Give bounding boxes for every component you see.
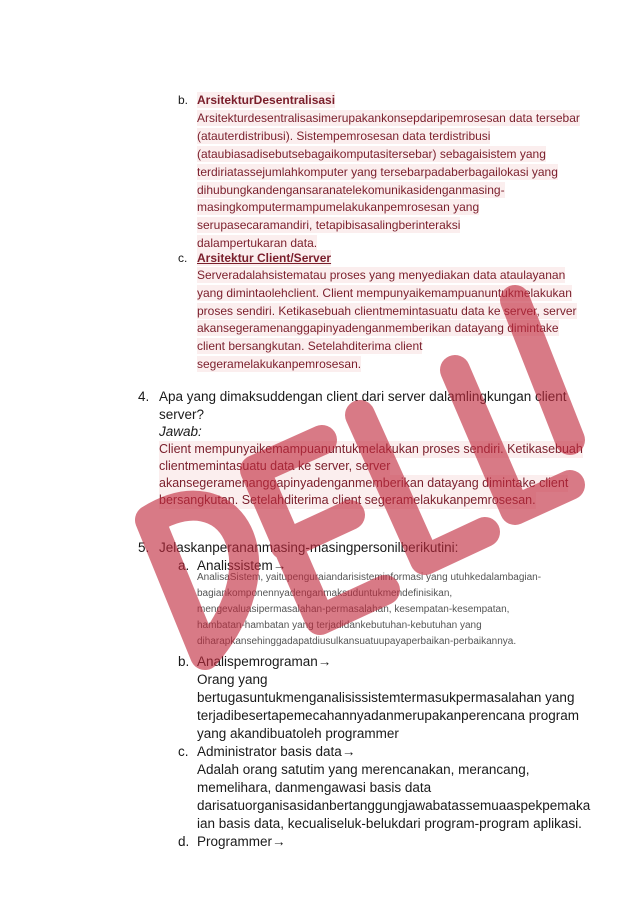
item-a-line: AnalisaSistem, yaitupenguraiandarisisteminformasi yang utuhkedalambagian- [197,572,542,583]
question-5-number: 5. [138,540,150,555]
question-4-number: 4. [138,389,150,404]
section-c-line: client bersangkutan. Setelahditerima client [197,339,423,353]
answer-line: Client mempunyaikemampuanuntukmelakukan proses sendiri. Ketikasebuah [159,442,583,456]
item-d-heading: Programmer→ [197,834,286,849]
item-a-heading: Analissistem→ [197,558,287,573]
item-b-line: terjadibesertapemecahannyadanmerupakanperencana program [197,708,580,723]
item-a-line: mengevaluasipermasalahan-permasalahan, kesempatan-kesempatan, [197,604,510,615]
item-a-marker: a. [178,558,190,573]
section-c-line: akansegeramenanggapinyadenganmemberikan datayang dimintake [197,321,559,335]
answer-label: Jawab: [159,424,202,439]
section-b-line: (atauterdistribusi). Sistempemrosesan data terdistribusi [197,129,491,143]
item-c-line: memelihara, danmengawasi basis data [197,780,432,795]
section-c-line: Serveradalahsistematau proses yang menyediakan data ataulayanan [197,268,566,282]
item-c-marker: c. [178,744,189,759]
item-b-line: yang akandibuatoleh programmer [197,726,399,741]
section-b-line: dihubungkandengansaranatelekomunikasidenganmasing- [197,183,505,197]
item-a-line: diharapkansehinggadapatdiusulkansuatuupayaperbaikan-perbaikannya. [197,636,517,647]
section-b-line: dalampertukaran data. [197,236,318,250]
item-c-line: Adalah orang satutim yang merencanakan, merancang, [197,762,530,777]
item-c-heading: Administrator basis data→ [197,744,356,759]
section-b-line: terdiriatassejumlahkomputer yang tersebarpadaberbagailokasi yang [197,165,558,179]
section-c-line: segeramelakukanpemrosesan. [197,357,362,371]
item-a-line: hambatan-hambatan yang terjadidankebutuhan-kebutuhan yang [197,620,482,631]
answer-line: bersangkutan. Setelahditerima client segeramelakukanpemrosesan. [159,493,536,507]
answer-line: akansegeramenanggapinyadenganmemberikan datayang dimintake client [159,476,569,490]
item-a-line: bagiankomponennyadenganmaksuduntukmendefinisikan, [197,588,453,599]
question-5-title: Jelaskanperananmasing-masingpersonilberikutini: [159,540,459,555]
item-d-marker: d. [178,834,190,849]
item-c-line: darisatuorganisasidanbertanggungjawabatassemuaaspekpemaka [197,798,591,813]
section-c-heading: Arsitektur Client/Server [197,251,332,265]
item-b-heading: Analispemrograman→ [197,654,332,669]
section-b-heading: ArsitekturDesentralisasi [197,93,336,107]
answer-line: clientmemintasuatu data ke server, server [159,459,391,473]
question-4-text: server? [159,407,205,422]
item-c-line: ian basis data, kecualiseluk-belukdari program-program aplikasi. [197,816,582,831]
section-b-line: serupasecaramandiri, tetapibisasalingberinteraksi [197,218,461,232]
section-b-line: Arsitekturdesentralisasimerupakankonsepdaripemrosesan data tersebar [197,111,580,125]
section-c-marker: c. [178,251,188,265]
section-c-line: proses sendiri. Ketikasebuah clientmemintasuatu data ke server, server [197,304,577,318]
item-b-line: bertugasuntukmenganalisissistemtermasukpermasalahan yang [197,690,575,705]
item-b-marker: b. [178,654,190,669]
item-b-line: Orang yang [197,672,268,687]
section-b-line: (ataubiasadisebutsebagaikomputasitersebar) sebagaisistem yang [197,147,546,161]
section-c-line: yang dimintaolehclient. Client mempunyaikemampuanuntukmelakukan [197,286,572,300]
section-b-marker: b. [178,93,189,107]
section-b-line: masingkomputermampumelakukanpemrosesan yang [197,200,480,214]
question-4-text: Apa yang dimaksuddengan client dari server dalamlingkungan client [159,389,567,404]
